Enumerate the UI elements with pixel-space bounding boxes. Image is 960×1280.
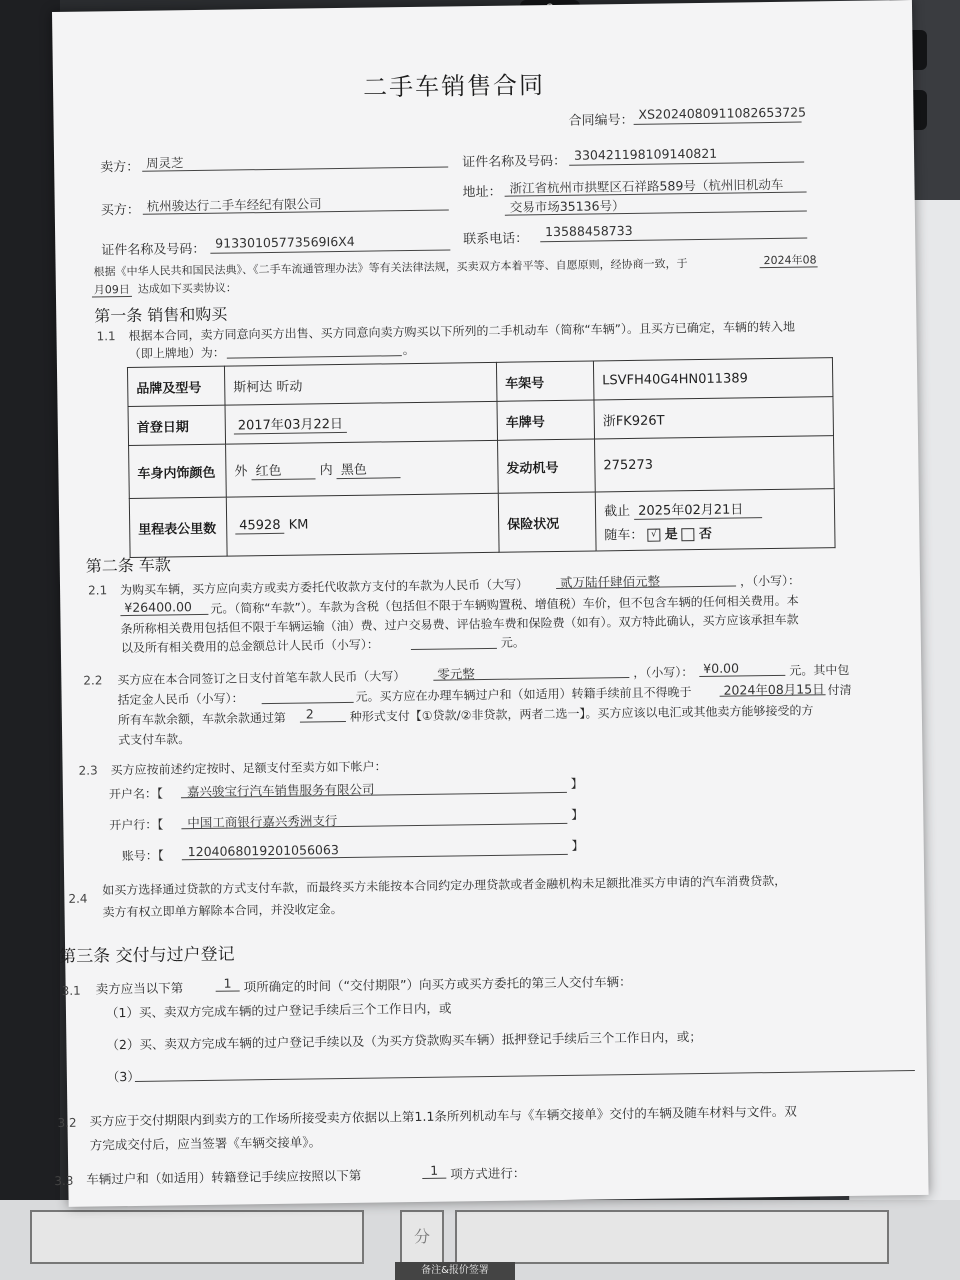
article-1-text-2-end: 。 (402, 342, 415, 358)
reg-date-cell (225, 401, 498, 444)
transfer-option: 1 (430, 1162, 439, 1178)
buyer-addr-value-1: 浙江省杭州市拱墅区石祥路589号（杭州旧机动车 (509, 176, 784, 196)
bracket-close: 】 (571, 807, 584, 822)
bracket-close: 】 (571, 838, 584, 853)
bank-label: 开户行：【 (109, 817, 164, 833)
clause-2-2-d: 括定金人民币（小写）： (117, 691, 244, 708)
clause-2-2-e: 元。买方应在办理车辆过户和（如适用）转籍手续前且不得晚于 (355, 685, 692, 704)
bank-name: 中国工商银行嘉兴秀洲支行 (187, 813, 338, 831)
plate-value: 浙FK926T (594, 397, 834, 439)
inner-color-value: 黑色 (337, 458, 401, 479)
total-amount: ¥26400.00 (124, 599, 193, 616)
seller-label: 卖方： (100, 159, 140, 176)
insurance-label: 保险状况 (498, 492, 596, 552)
clause-2-4-b: 卖方有权立即单方解除本合同，并没收定金。 (102, 902, 343, 920)
contract-paper (52, 0, 929, 1207)
clause-number: 3.1 (61, 983, 81, 998)
insurance-cell (595, 489, 835, 551)
clause-number: 1.1 (96, 329, 116, 344)
buyer-value: 杭州骏达行二手车经纪有限公司 (146, 196, 322, 214)
yes-label: 是 (664, 526, 678, 542)
buyer-label: 买方： (100, 202, 140, 219)
buyer-phone-value: 13588458733 (545, 222, 633, 240)
underline (262, 702, 354, 704)
delivery-option-3: （3） (106, 1068, 140, 1085)
vin-label: 车架号 (496, 361, 594, 401)
clause-2-1-e: 以及所有相关费用的总金额总计人民币（小写）： (120, 637, 379, 656)
underline (135, 1070, 915, 1082)
underline (216, 990, 240, 991)
underline (120, 614, 208, 616)
account-name: 嘉兴骏宝行汽车销售服务有限公司 (186, 781, 375, 800)
bottom-slot (455, 1210, 889, 1264)
underline (142, 166, 448, 171)
mileage-value: 45928 (235, 518, 285, 535)
bottom-tag: 备注&报价签署 (395, 1262, 515, 1280)
reg-date-label: 首登日期 (128, 405, 226, 445)
mileage-label: 里程表公里数 (129, 497, 227, 557)
color-label: 车身内饰颜色 (129, 444, 227, 498)
vin-value: LSVFH40G4HN011389 (593, 358, 833, 400)
clause-2-1-d: 条所称相关费用包括但不限于车辆运输（油）费、过户交易费、评估验车费和保险费（如有）。双方特此确认，买方应该承担车款 (120, 612, 799, 637)
mileage-cell (226, 493, 499, 556)
delivery-option-1: （1）买、卖双方完成车辆的过户登记手续后三个工作日内，或 (105, 1000, 452, 1021)
contract-no-label: 合同编号： (568, 112, 634, 129)
buyer-id-value: 91330105773569I6X4 (215, 233, 355, 251)
yes-checkbox[interactable]: √ (647, 528, 660, 541)
clause-2-2-f: 付清 (827, 682, 852, 698)
bottom-slot (400, 1210, 444, 1264)
seller-id-value: 330421198109140821 (573, 145, 718, 163)
preamble-line-2: 达成如下买卖协议： (137, 281, 237, 296)
article-1-title: 第一条 销售和购买 (94, 304, 228, 326)
clause-2-2-g: 所有车款余额，车款余款通过第 (117, 710, 286, 728)
clause-2-2-a: 买方应在本合同签订之日支付首笔车款人民币（大写） (117, 669, 406, 688)
buyer-addr-label: 地址： (462, 184, 502, 201)
engine-value: 275273 (595, 436, 835, 492)
preamble-line-1: 根据《中华人民共和国民法典》、《二手车流通管理办法》等有关法律法规，买卖双方本着平等、自愿原则，经协商一致，于 (93, 257, 688, 279)
delivery-option: 1 (223, 975, 232, 991)
vehicle-info-table (127, 357, 836, 558)
insurance-until-value: 2025年02月21日 (634, 498, 762, 520)
no-label: 否 (698, 526, 713, 542)
clause-3-3-b: 项方式进行： (450, 1165, 526, 1182)
preamble-date-1: 2024年08 (763, 253, 817, 268)
clause-2-1-c: 元。（简称“车款”）。车款为含税（包括但不限于车辆购置税、增值税）车价，但不包含车辆的任何相关费用。本 (210, 593, 799, 616)
underline (699, 675, 785, 677)
clause-2-2-b: ，（小写）： (633, 665, 694, 680)
account-no-label: 账号：【 (121, 848, 164, 864)
underline (760, 266, 818, 268)
clause-number: 2.4 (68, 891, 88, 906)
clause-number: 2.1 (87, 583, 108, 598)
clause-2-1-f: 元。 (500, 635, 525, 650)
underline (227, 355, 402, 358)
with-car-row (604, 521, 826, 543)
engine-label: 发动机号 (498, 439, 596, 493)
clause-3-1-a: 卖方应当以下第 (95, 980, 184, 997)
clause-3-3-a: 车辆过户和（如适用）转籍登记手续应按照以下第 (86, 1167, 362, 1187)
mileage-unit: KM (288, 517, 309, 533)
with-car-label: 随车： (604, 527, 644, 543)
table-row (129, 436, 835, 499)
account-no: 1204068019201056063 (187, 842, 339, 860)
balance-due-date: 2024年08月15日 (723, 681, 825, 698)
clause-number: 3.2 (57, 1115, 77, 1131)
table-row (129, 489, 835, 558)
brand-label: 品牌及型号 (127, 366, 225, 406)
color-cell (226, 440, 499, 497)
article-1-text-2: （即上牌地）为： (128, 345, 225, 361)
reg-date-value: 2017年03月22日 (234, 413, 347, 435)
seller-id-label: 证件名称及号码： (462, 153, 567, 171)
buyer-id-label: 证件名称及号码： (101, 241, 206, 259)
no-checkbox[interactable] (682, 528, 695, 541)
article-2-title: 第二条 车款 (85, 555, 171, 576)
first-payment: ¥0.00 (703, 660, 740, 676)
page-title: 二手车销售合同 (362, 71, 546, 102)
clause-2-4-a: 如买方选择通过贷款的方式支付车款，而最终买方未能按本合同约定办理贷款或者金融机构未足额批准买方申请的汽车消费贷款， (102, 873, 787, 898)
article-3-title: 第三条 交付与过户登记 (59, 944, 235, 967)
clause-number: 2.2 (83, 673, 103, 688)
payment-method-number: 2 (305, 706, 314, 722)
clause-2-3-a: 买方应按前述约定按时、足额支付至卖方如下帐户： (110, 759, 387, 778)
desk-background-left (0, 0, 60, 1280)
preamble-date-2: 月09日 (93, 282, 130, 297)
plate-label: 车牌号 (497, 400, 595, 440)
clause-2-1-a: 为购买车辆，买方应向卖方或卖方委托代收款方支付的车款为人民币（大写） (119, 577, 529, 598)
underline (422, 1178, 446, 1179)
buyer-addr-value-2: 交易市场35136号） (509, 198, 625, 215)
bracket-close: 】 (570, 776, 583, 791)
clause-number: 3.3 (54, 1173, 74, 1189)
clause-3-2-b: 方完成交付后，应当签署《车辆交接单》。 (89, 1134, 322, 1153)
clause-2-1-b: ，（小写）： (739, 573, 801, 589)
clause-2-2-h: 种形式支付【①贷款/②非贷款，两者二选一】。买方应该以电汇或其他卖方能够接受的方 (349, 703, 814, 724)
clause-3-2-a: 买方应于交付期限内到卖方的工作场所接受卖方依据以上第1.1条所列机动车与《车辆交接单》交付的车辆及随车材料与文件。双 (89, 1103, 797, 1129)
delivery-option-2: （2）买、卖双方完成车辆的过户登记手续以及（为买方贷款购买车辆）抵押登记手续后三个工作日内，或； (106, 1029, 702, 1053)
brand-value: 斯柯达 昕动 (224, 362, 497, 405)
clause-2-2-i: 式支付车款。 (118, 732, 191, 748)
inner-color-label: 内 (319, 463, 333, 479)
insurance-until-row (604, 497, 826, 520)
clause-number: 2.3 (78, 763, 98, 778)
total-amount-cn: 贰万陆仟肆佰元整 (559, 573, 661, 590)
clause-2-2-c: 元。其中包 (789, 662, 850, 678)
contract-no-value: XS2024080911082653725 (638, 104, 807, 122)
bottom-slot-char: 分 (413, 1227, 430, 1246)
insurance-until-label: 截止 (603, 503, 631, 519)
underline (411, 648, 497, 650)
clause-3-1-b: 项所确定的时间（“交付期限”）向买方或买方委托的第三人交付车辆： (243, 974, 632, 995)
account-name-label: 开户名：【 (108, 786, 164, 802)
bottom-slot (30, 1210, 364, 1264)
article-1-text-1: 根据本合同，卖方同意向买方出售、买方同意向卖方购买以下所列的二手机动车（简称“车辆”）。且买方已确定，车辆的转入地 (128, 319, 796, 343)
underline (634, 122, 802, 125)
buyer-phone-label: 联系电话： (463, 231, 529, 248)
seller-value: 周灵芝 (146, 155, 184, 171)
underline (92, 296, 132, 298)
first-payment-cn: 零元整 (437, 666, 475, 682)
underline (300, 721, 346, 723)
outer-color-value: 红色 (251, 459, 315, 480)
outer-color-label: 外 (234, 464, 248, 480)
